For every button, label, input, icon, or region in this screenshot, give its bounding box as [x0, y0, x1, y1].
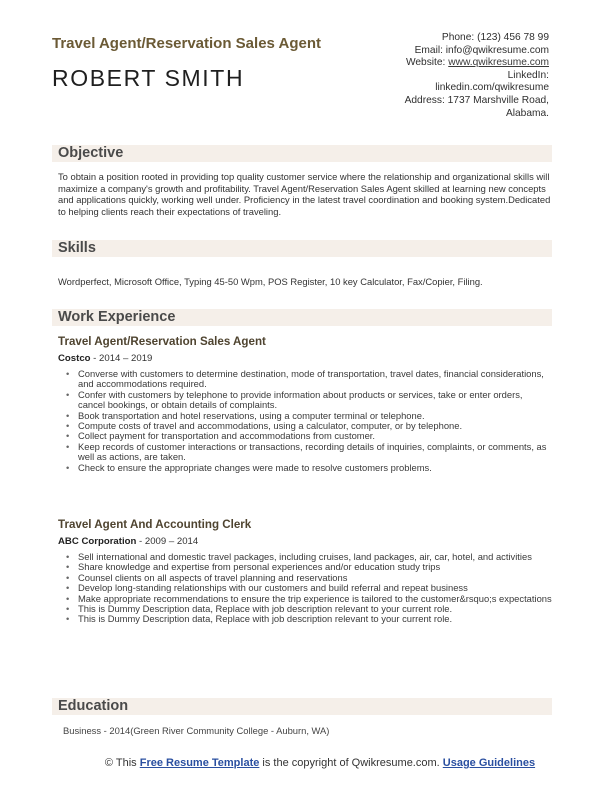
job-2-title: Travel Agent And Accounting Clerk	[58, 518, 252, 531]
contact-address-line2: Alabama.	[505, 107, 549, 119]
list-item: • This is Dummy Description data, Replace with job description relevant to your current role.	[58, 614, 552, 624]
skills-heading: Skills	[58, 240, 96, 256]
job-1-dates: - 2014 – 2019	[90, 353, 153, 364]
list-item: • Share knowledge and expertise from personal experiences and/or education study trips	[58, 562, 552, 572]
list-item: • Confer with customers by telephone to provide information about products or services, take or enter orders, cancel bookings, or obtain details of complaints.	[58, 390, 552, 411]
objective-section-bar	[52, 145, 552, 162]
skills-text: Wordperfect, Microsoft Office, Typing 45-50 Wpm, POS Register, 10 key Calculator, Fax/Copier, Filing.	[58, 276, 483, 287]
list-item: • Keep records of customer interactions or transactions, recording details of inquiries, complaints, or comments, as well as actions, are taken.	[58, 442, 552, 463]
candidate-name: ROBERT SMITH	[52, 65, 245, 91]
job-2-dates: - 2009 – 2014	[136, 536, 199, 547]
free-resume-template-link[interactable]: Free Resume Template	[139, 757, 260, 769]
job-2-company: ABC Corporation	[58, 536, 137, 547]
contact-email: Email: info@qwikresume.com	[414, 44, 549, 56]
contact-website: Website: www.qwikresume.com	[405, 57, 549, 69]
contact-address: Address: 1737 Marshville Road,	[404, 94, 549, 106]
objective-heading: Objective	[58, 145, 124, 161]
job-1-title: Travel Agent/Reservation Sales Agent	[58, 335, 266, 348]
list-item: • Converse with customers to determine destination, mode of transportation, travel dates, financial considerations, and accommodations required.	[58, 369, 552, 390]
copyright-footer: © This Free Resume Template is the copyright of Qwikresume.com. Usage Guidelines	[104, 757, 536, 769]
job-2-meta	[58, 536, 198, 547]
objective-text: To obtain a position rooted in providing top quality customer service where the relationship and organizational skills will maximize a company's growth and profitability. Travel Agent/Reservation Sales Agent skilled at learning new concepts and applications quickly, working well under. Proficiency in the latest travel coordination and booking system.Dedicated to helping clients reach their expectations of traveling.	[58, 171, 551, 218]
contact-phone: Phone: (123) 456 78 99	[441, 32, 549, 43]
website-link[interactable]: www.qwikresume.com	[448, 57, 549, 69]
usage-guidelines-link[interactable]: Usage Guidelines	[442, 757, 536, 769]
list-item: • Collect payment for transportation and accommodations from customer.	[58, 431, 552, 441]
list-item: • Counsel clients on all aspects of travel planning and reservations	[58, 573, 552, 583]
list-item: • Develop long-standing relationships with our customers and build referral and repeat business	[58, 583, 552, 593]
education-heading: Education	[58, 698, 129, 714]
list-item: • Make appropriate recommendations to ensure the trip experience is tailored to the customer&rsquo;s expectations	[58, 594, 552, 604]
list-item: • This is Dummy Description data, Replace with job description relevant to your current role.	[58, 604, 552, 614]
education-entry: Business - 2014(Green River Community College - Auburn, WA)	[63, 725, 330, 736]
list-item: • Sell international and domestic travel packages, including cruises, land packages, air, car, hotel, and activities	[58, 552, 552, 562]
job-1-duties	[58, 369, 552, 473]
list-item: • Compute costs of travel and accommodations, using a calculator, computer, or by telephone.	[58, 421, 552, 431]
skills-section-bar	[52, 240, 552, 257]
contact-block	[319, 32, 549, 120]
contact-linkedin: linkedin.com/qwikresume	[435, 82, 549, 94]
contact-linkedin-label: LinkedIn:	[507, 69, 549, 81]
job-title: Travel Agent/Reservation Sales Agent	[52, 35, 321, 52]
job-1-company: Costco	[58, 353, 91, 364]
list-item: • Book transportation and hotel reservations, using a computer terminal or telephone.	[58, 411, 552, 421]
job-2-duties	[58, 552, 552, 625]
list-item: • Check to ensure the appropriate changes were made to resolve customers problems.	[58, 463, 552, 473]
job-1-meta	[58, 353, 152, 364]
work-heading: Work Experience	[58, 309, 176, 325]
